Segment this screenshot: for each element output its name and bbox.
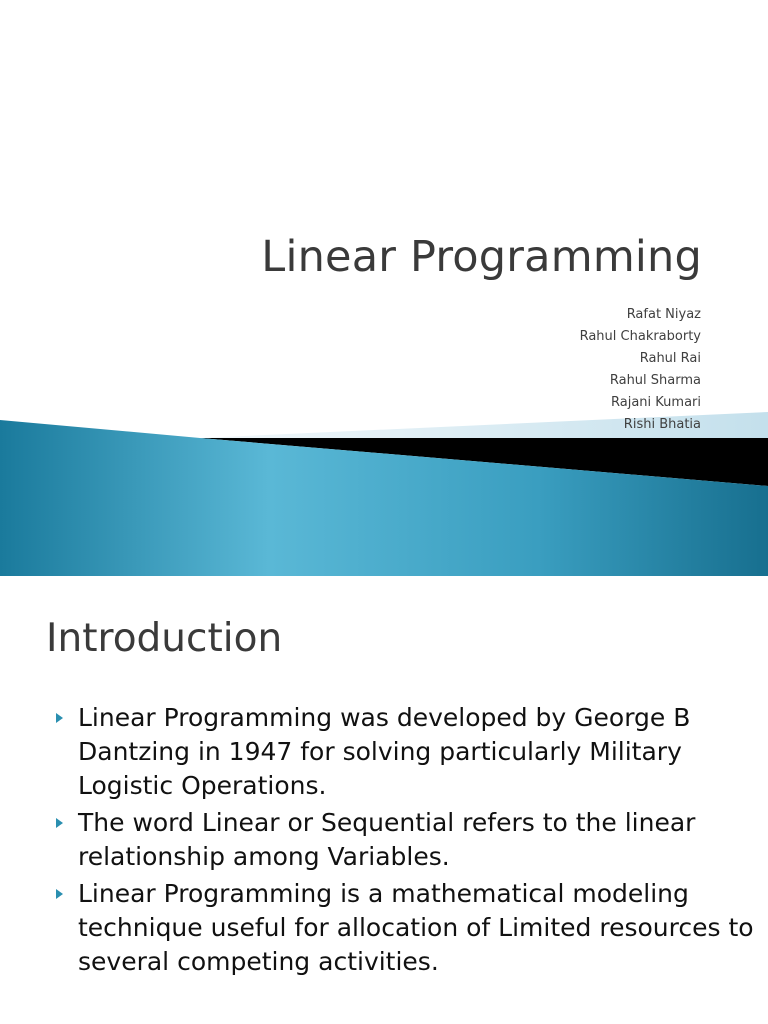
author-name: Rahul Sharma: [609, 373, 701, 388]
bullet-text: Linear Programming was developed by George B Dantzing in 1947 for solving particularly Military Logistic Operations.: [78, 703, 691, 800]
bullet-item: [54, 701, 754, 803]
author-name: Rahul Rai: [639, 351, 701, 366]
bullet-text: The word Linear or Sequential refers to the linear relationship among Variables.: [78, 808, 696, 871]
author-name: Rahul Chakraborty: [579, 329, 701, 344]
bullet-item: [54, 806, 754, 874]
bullet-text: Linear Programming is a mathematical modeling technique useful for allocation of Limited resources to several competing activities.: [78, 879, 754, 976]
bullet-item: [54, 877, 754, 979]
triangle-bullet-icon: [56, 818, 63, 828]
slide-heading: Introduction: [46, 616, 283, 661]
triangle-bullet-icon: [56, 713, 63, 723]
author-list: [580, 304, 701, 436]
introduction-slide: [0, 576, 768, 1024]
author-name: Rajani Kumari: [611, 395, 701, 410]
slide-title: Linear Programming: [261, 232, 702, 282]
author-name: Rafat Niyaz: [626, 307, 701, 322]
author-name: Rishi Bhatia: [623, 417, 701, 432]
bullet-list: [54, 701, 754, 982]
triangle-bullet-icon: [56, 889, 63, 899]
